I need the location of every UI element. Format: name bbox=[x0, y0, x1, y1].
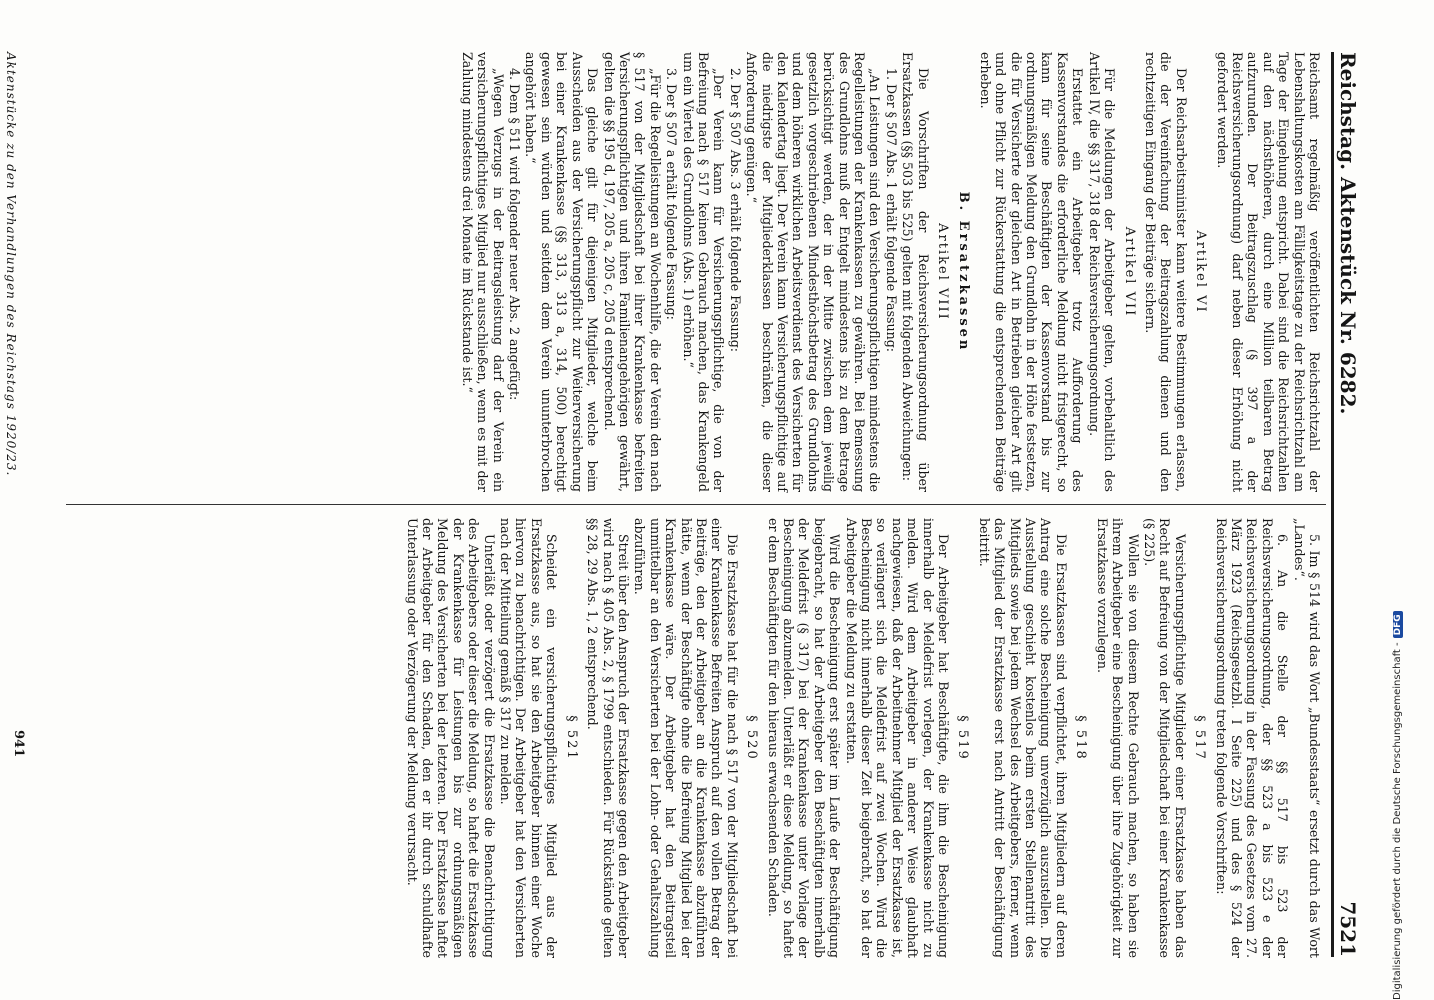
paragraph: Der Reichsarbeitsminister kann weitere Bestimmungen erlassen, die der Vereinfachung der Beitragszahlung dienen und den rechtzeitigen Eingang der Beiträge sichern. bbox=[1142, 52, 1189, 492]
digitization-note bbox=[1392, 614, 1403, 1000]
paragraph: Der Arbeitgeber hat Beschäftigte, die ihm die Bescheinigung innerhalb der Meldefrist vorlegen, der Krankenkasse nicht zu melden. Wird dem Arbeitgeber in anderer Weise glaubhaft nachgewiesen, daß der Arbeitnehmer Mitglied der Ersatzkasse ist, so verlängert sich die Meldefrist auf zwei Wochen. Wird die Bescheinigung nicht innerhalb dieser Zeit beigebracht, so hat der Arbeitgeber die Meldung zu erstatten. bbox=[843, 518, 952, 958]
paragraph: Die Ersatzkassen sind verpflichtet, ihren Mitgliedern auf deren Antrag eine solche Bescheinigung unverzüglich auszustellen. Die Ausstellung geschieht kostenlos beim ersten Stellenantritt des Mitglieds sowie bei jedem Wechsel des Arbeitgebers, ferner, wenn das Mitglied der Ersatzkasse erst nach Antritt der Beschäftigung beitritt. bbox=[976, 518, 1069, 958]
paragraph: Das gleiche gilt für diejenigen Mitglieder, welche beim Ausscheiden aus der Versicherungspflicht zur Weiterversicherung bei einer Krankenkasse (§§ 313, 313 a, 314, 500) berechtigt gewesen sein würden und seitdem dem Verein ununterbrochen angehört haben.“ bbox=[523, 52, 601, 492]
paragraph: Wollen sie von diesem Rechte Gebrauch machen, so haben sie ihrem Arbeitgeber eine Bescheinigung über ihre Zugehörigkeit zur Ersatzkasse vorzulegen. bbox=[1094, 518, 1141, 958]
paragraph: 4. Dem § 511 wird folgender neuer Abs. 2 angefügt: bbox=[507, 68, 523, 401]
dfg-logo: DFG bbox=[1393, 611, 1403, 638]
header-title: Reichstag. Aktenstück Nr. 6282. bbox=[1336, 52, 1360, 415]
paragraph: Für die Meldungen der Arbeitgeber gelten, vorbehaltlich des Artikel IV, die §§ 317, 318 der Reichsversicherungsordnung. bbox=[1086, 52, 1118, 492]
section-heading: § 520 bbox=[744, 715, 760, 761]
paragraph: „Der Verein kann für Versicherungspflichtige, die von der Befreiung nach § 517 keinen Gebrauch machen, das Krankengeld um ein Viertel des Grundlohns (Abs. 1) erhöhen.“ bbox=[680, 52, 727, 492]
section-heading: § 517 bbox=[1192, 715, 1208, 761]
paragraph: Erstattet ein Arbeitgeber trotz Aufforderung des Kassenvorstandes die erforderliche Meldung nicht fristgerecht, so kann für seine Beschäftigten der Kassenvorstand bis zur ordnungsmäßigen Meldung den Grundlohn in der Höhe festsetzen, die für Versicherte der gleichen Art in Betrieben gleicher Art gilt und ohne Pflicht zur Rückerstattung die entsprechenden Beiträge erheben. bbox=[977, 52, 1086, 492]
page-number: 7521 bbox=[1336, 901, 1360, 957]
footer-caption: Aktenstücke zu den Verhandlungen des Reichstags 1920/23. bbox=[4, 52, 18, 477]
paragraph: 1. Der § 507 Abs. 1 erhält folgende Fassung: bbox=[883, 68, 899, 353]
section-heading: § 519 bbox=[955, 715, 971, 761]
page-header bbox=[1336, 52, 1360, 957]
paragraph: 5. Im § 514 wird das Wort „Bundesstaats“ ersetzt durch das Wort „Landes“. bbox=[1291, 518, 1322, 958]
section-heading: B. Ersatzkassen bbox=[956, 191, 972, 353]
section-heading: Artikel VIII bbox=[935, 223, 951, 321]
paragraph: Reichsamt regelmäßig veröffentlichten Reichsrichtzahl der Lebenshaltungskosten am Fälligkeitstage zu der Reichsrichtzahl am Tage der Eingehung entspricht. Dabei sind die Reichsrichtzahlen auf den nächsthöheren, durch eine Million teilbaren Betrag aufzurunden. Der Beitragszuschlag (§ 397 a der Reichsversicherungsordnung) darf neben dieser Erhöhung nicht gefordert werden. bbox=[1214, 52, 1322, 492]
paragraph: Unterläßt oder verzögert die Ersatzkasse die Benachrichtigung des Arbeitgebers oder dieser die Meldung, so haftet die Ersatzkasse der Krankenkasse für Leistungen bis zur ordnungsmäßigen Meldung des Versicherten bei der letzteren. Der Ersatzkasse haftet der Arbeitgeber für den Schaden, den er ihr durch schuldhafte Unterlassung oder Verzögerung der Meldung verursacht. bbox=[404, 518, 497, 958]
sheet-number: 941 bbox=[11, 730, 26, 758]
right-column bbox=[403, 518, 1322, 958]
paragraph: 3. Der § 507 a erhält folgende Fassung: bbox=[664, 68, 680, 320]
paragraph: 6. An die Stelle der §§ 517 bis 523 der Reichsversicherungsordnung, der §§ 523 a bis 523 e der Reichsversicherungsordnung in der Fassung des Gesetzes vom 27. März 1923 (Reichsgesetzbl. I Seite 225) und des § 524 der Reichsversicherungsordnung treten folgende Vorschriften: bbox=[1213, 518, 1291, 958]
section-heading: § 518 bbox=[1073, 715, 1089, 761]
section-heading: Artikel VII bbox=[1121, 226, 1137, 318]
paragraph: 2. Der § 507 Abs. 3 erhält folgende Fassung: bbox=[727, 68, 743, 353]
column-divider bbox=[66, 504, 1326, 505]
paragraph: „Für die Regelleistungen an Wochenhilfe, die der Verein den nach § 517 von der Mitgliedschaft bei ihrer Krankenkasse befreiten Versicherungspflichtigen und ihren Familienangehörigen gewährt, gelten die §§ 195 d, 197, 205 a, 205 c, 205 d entsprechend. bbox=[601, 52, 663, 492]
paragraph: Versicherungspflichtige Mitglieder einer Ersatzkasse haben das Recht auf Befreiung von der Mitgliedschaft bei einer Krankenkasse (§ 225). bbox=[1141, 518, 1188, 958]
paragraph: Scheidet ein versicherungspflichtiges Mitglied aus der Ersatzkasse aus, so hat sie den Arbeitgeber binnen einer Woche hiervon zu benachrichtigen. Der Arbeitgeber hat den Versicherten nach der Mitteilung gemäß § 317 zu melden. bbox=[498, 518, 560, 958]
left-column bbox=[458, 52, 1322, 492]
paragraph: Wird die Bescheinigung erst später im Laufe der Beschäftigung beigebracht, so hat der Arbeitgeber den Beschäftigten innerhalb der Meldefrist (§ 317) bei der Krankenkasse unter Vorlage der Bescheinigung abzumelden. Unterläßt er diese Meldung, so haftet er dem Beschäftigten für den hieraus erwachsenden Schaden. bbox=[765, 518, 843, 958]
section-heading: Artikel VI bbox=[1193, 230, 1209, 314]
paragraph: Streit über den Anspruch der Ersatzkasse gegen den Arbeitgeber wird nach § 405 Abs. 2, § 1799 entschieden. Für Rückstände gelten §§ 28, 29 Abs. 1, 2 entsprechend. bbox=[585, 518, 631, 958]
paragraph: „An Leistungen sind den Versicherungspflichtigen mindestens die Regelleistungen der Krankenkassen zu gewähren. Bei Bemessung des Grundlohns muß der Entgelt mindestens bis zu dem Betrage berücksichtigt werden, der in der Mitte zwischen dem jeweilig gesetzlich vorgeschriebenen Mindesthöchstbetrag des Grundlohns und dem höheren wirklichen Arbeitsverdienst des Versicherten für den Kalendertag liegt. Der Verein kann Versicherungspflichtige auf die niedrigste der Mitgliederklassen beschränken, die dieser Anforderung genügen.“ bbox=[744, 52, 883, 492]
digitization-note-text: Digitalisierung gefördert durch die Deutsche Forschungsgemeinschaft - bbox=[1392, 642, 1403, 1000]
rotated-document-page bbox=[2, 0, 1362, 1000]
paragraph: Die Ersatzkasse hat für die nach § 517 von der Mitgliedschaft bei einer Krankenkasse Befreiten Anspruch auf den vollen Betrag der Beiträge, den der Arbeitgeber an die Krankenkasse abzuführen hätte, wenn der Beschäftigte ohne die Befreiung Mitglied bei der Krankenkasse wäre. Der Arbeitgeber hat den Beitragsteil unmittelbar an den Versicherten bei der Lohn- oder Gehaltszahlung abzuführen. bbox=[632, 518, 740, 958]
paragraph: Die Vorschriften der Reichsversicherungsordnung über Ersatzkassen (§§ 503 bis 525) gelten mit folgenden Abweichungen: bbox=[900, 52, 931, 492]
section-heading: § 521 bbox=[563, 715, 579, 761]
header-rule bbox=[1331, 52, 1334, 957]
paragraph: „Wegen Verzugs in der Beitragsleistung darf der Verein ein versicherungspflichtiges Mitglied nur ausschließen, wenn es mit der Zahlung mindestens drei Monate im Rückstande ist.“ bbox=[459, 52, 506, 492]
